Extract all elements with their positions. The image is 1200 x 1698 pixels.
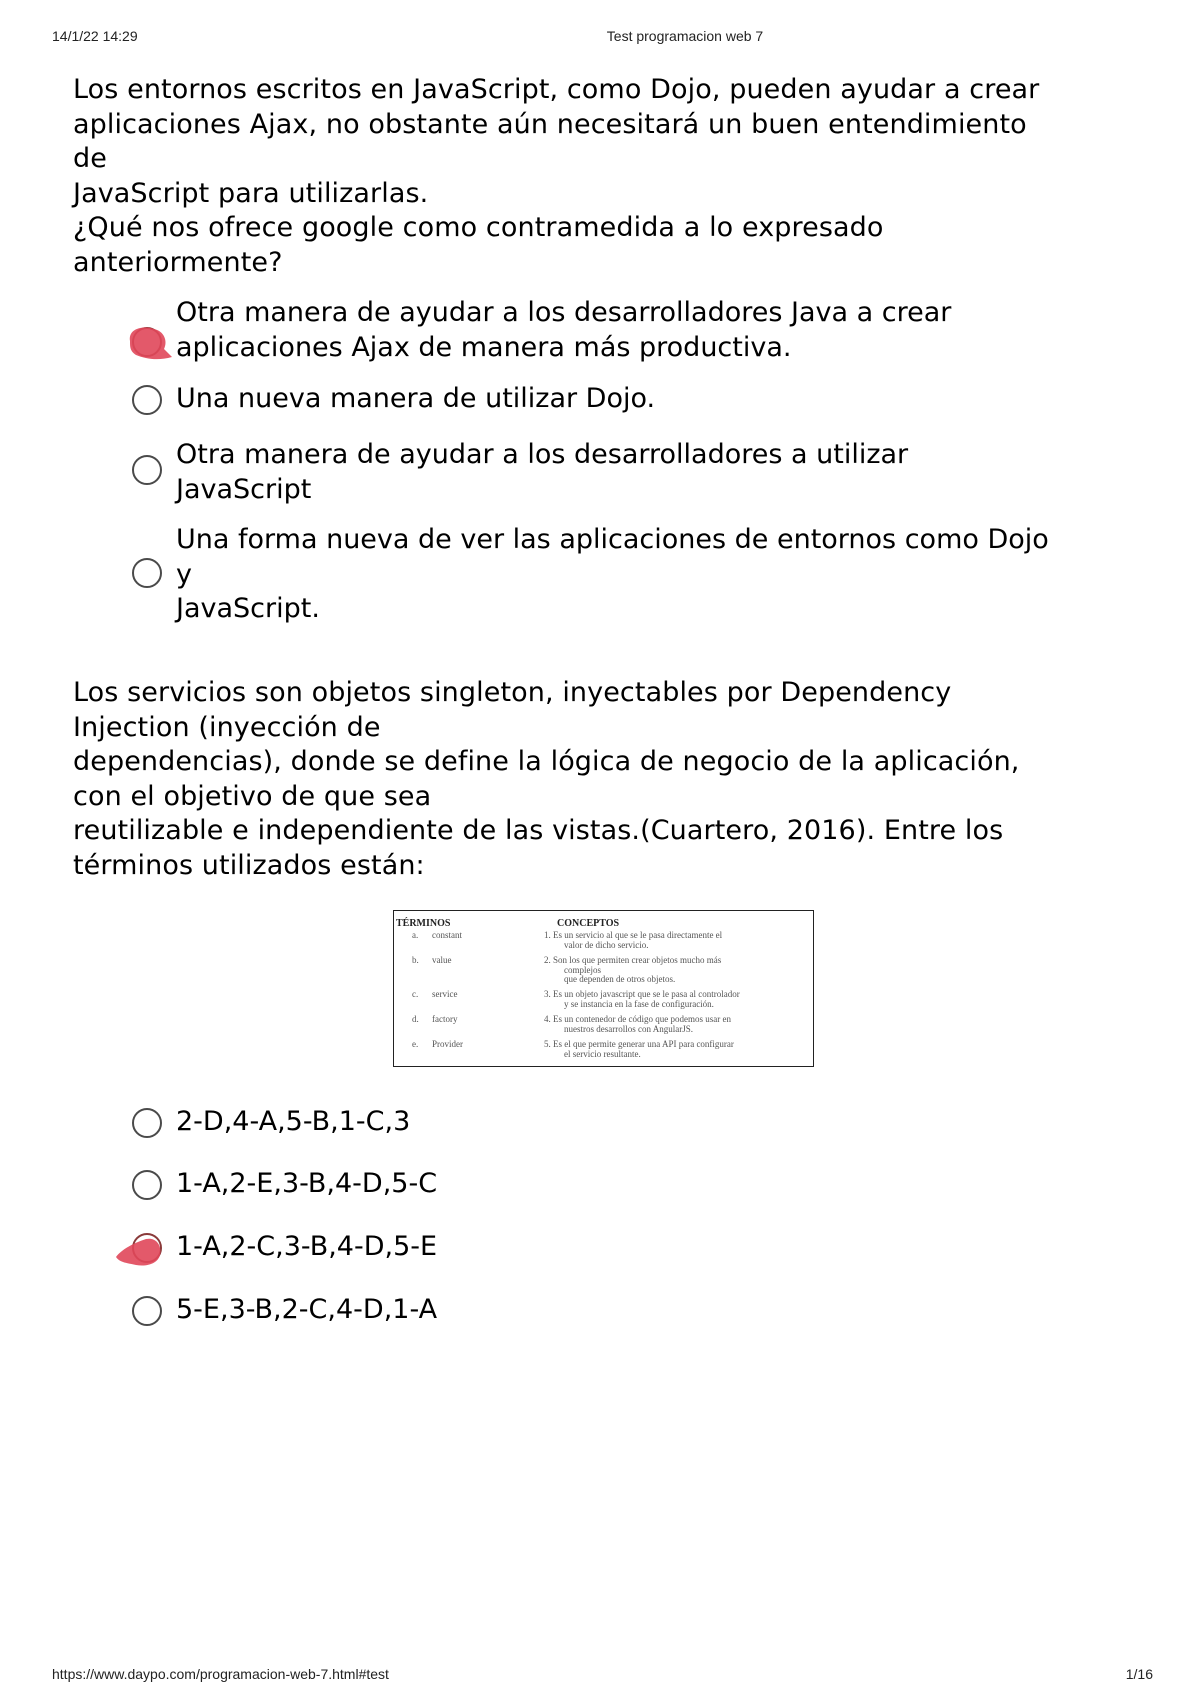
term-letter: a. bbox=[412, 930, 419, 940]
option-line: JavaScript. bbox=[176, 593, 320, 624]
option-line: Otra manera de ayudar a los desarrolladores a utilizar bbox=[176, 439, 909, 470]
option-line: Una forma nueva de ver las aplicaciones de entornos como Dojo bbox=[176, 524, 1049, 555]
concept-line: y se instancia en la fase de configuración. bbox=[564, 998, 714, 1009]
radio-button[interactable] bbox=[132, 455, 162, 485]
option-label: 2-D,4-A,5-B,1-C,3 bbox=[176, 1106, 411, 1137]
term-letter: d. bbox=[412, 1014, 419, 1024]
concept-line: 4. Es un contenedor de código que podemos usar en bbox=[544, 1014, 731, 1024]
selection-mark-icon bbox=[112, 1227, 182, 1277]
option-line: Una nueva manera de utilizar Dojo. bbox=[176, 383, 656, 414]
question-line: JavaScript para utilizarlas. bbox=[73, 177, 429, 209]
q2-option-3[interactable] bbox=[132, 1233, 1132, 1273]
question-line: reutilizable e independiente de las vistas.(Cuartero, 2016). Entre los bbox=[73, 815, 1004, 846]
term-name: Provider bbox=[432, 1039, 463, 1049]
radio-button[interactable] bbox=[132, 1170, 162, 1200]
print-footer bbox=[0, 1666, 1200, 1686]
concept-line: valor de dicho servicio. bbox=[564, 939, 649, 950]
concept-line: 5. Es el que permite generar una API para configurar bbox=[544, 1039, 734, 1049]
term-letter: b. bbox=[412, 955, 419, 965]
concept-text bbox=[544, 1040, 809, 1059]
question-line: Los servicios son objetos singleton, inyectables por Dependency bbox=[73, 677, 952, 708]
term-name: constant bbox=[432, 930, 462, 940]
option-line: JavaScript bbox=[176, 473, 312, 505]
question-2-text bbox=[73, 676, 1019, 883]
concept-text bbox=[544, 1015, 809, 1034]
option-label bbox=[176, 523, 1049, 627]
radio-button-checked[interactable] bbox=[132, 327, 162, 357]
question-line: con el objetivo de que sea bbox=[73, 780, 432, 812]
concept-line: que dependen de otros objetos. bbox=[564, 974, 676, 985]
page-url: https://www.daypo.com/programacion-web-7.html#test bbox=[52, 1666, 389, 1682]
concept-line: 1. Es un servicio al que se le pasa directamente el bbox=[544, 930, 723, 940]
q2-option-2[interactable] bbox=[132, 1170, 1132, 1210]
print-header bbox=[0, 28, 1200, 48]
option-label: 1-A,2-C,3-B,4-D,5-E bbox=[176, 1231, 438, 1262]
table-header-terms: TÉRMINOS bbox=[396, 918, 451, 929]
concept-line: el servicio resultante. bbox=[564, 1048, 641, 1059]
concept-text bbox=[544, 956, 809, 985]
option-label bbox=[176, 296, 951, 365]
option-label: 5-E,3-B,2-C,4-D,1-A bbox=[176, 1294, 438, 1325]
radio-button[interactable] bbox=[132, 1108, 162, 1138]
radio-button-checked[interactable] bbox=[132, 1233, 162, 1263]
radio-button[interactable] bbox=[132, 558, 162, 588]
concept-text bbox=[544, 990, 809, 1009]
concept-line: complejos bbox=[564, 964, 601, 975]
question-line: aplicaciones Ajax, no obstante aún necesitará un buen entendimiento bbox=[73, 108, 1027, 140]
q1-option-1[interactable] bbox=[132, 297, 1132, 383]
option-label bbox=[176, 382, 655, 417]
radio-button[interactable] bbox=[132, 1296, 162, 1326]
table-header-concepts: CONCEPTOS bbox=[557, 918, 620, 929]
question-line: anteriormente? bbox=[73, 246, 283, 278]
question-line: ¿Qué nos ofrece google como contramedida a lo expresado bbox=[73, 212, 884, 243]
print-datetime: 14/1/22 14:29 bbox=[52, 28, 138, 44]
question-line: Los entornos escritos en JavaScript, como Dojo, pueden ayudar a crear bbox=[73, 74, 1040, 105]
question-line: Injection (inyección de bbox=[73, 711, 381, 743]
term-name: factory bbox=[432, 1014, 458, 1024]
term-name: service bbox=[432, 989, 458, 999]
option-line: aplicaciones Ajax de manera más productiva. bbox=[176, 331, 792, 363]
concept-line: 3. Es un objeto javascript que se le pasa al controlador bbox=[544, 989, 740, 999]
page-number: 1/16 bbox=[1125, 1666, 1153, 1682]
term-name: value bbox=[432, 955, 452, 965]
radio-button[interactable] bbox=[132, 385, 162, 415]
question-1-text bbox=[73, 73, 1039, 280]
option-label: 1-A,2-E,3-B,4-D,5-C bbox=[176, 1168, 438, 1199]
option-line: y bbox=[176, 558, 192, 590]
question-line: términos utilizados están: bbox=[73, 849, 425, 881]
q2-option-1[interactable] bbox=[132, 1108, 1132, 1148]
q2-option-4[interactable] bbox=[132, 1296, 1132, 1336]
term-letter: c. bbox=[412, 989, 419, 999]
print-title: Test programacion web 7 bbox=[606, 28, 764, 44]
concept-line: nuestros desarrollos con AngularJS. bbox=[564, 1023, 693, 1034]
terms-concepts-table bbox=[393, 910, 814, 1067]
q1-option-2[interactable] bbox=[132, 385, 1132, 425]
question-line: dependencias), donde se define la lógica de negocio de la aplicación, bbox=[73, 746, 1020, 777]
option-label bbox=[176, 438, 908, 507]
concept-text bbox=[544, 931, 809, 950]
question-line: de bbox=[73, 143, 107, 174]
term-letter: e. bbox=[412, 1039, 419, 1049]
q1-option-4[interactable] bbox=[132, 524, 1132, 662]
concept-line: 2. Son los que permiten crear objetos mucho más bbox=[544, 955, 722, 965]
option-line: Otra manera de ayudar a los desarrolladores Java a crear bbox=[176, 297, 952, 328]
q1-option-3[interactable] bbox=[132, 439, 1132, 525]
